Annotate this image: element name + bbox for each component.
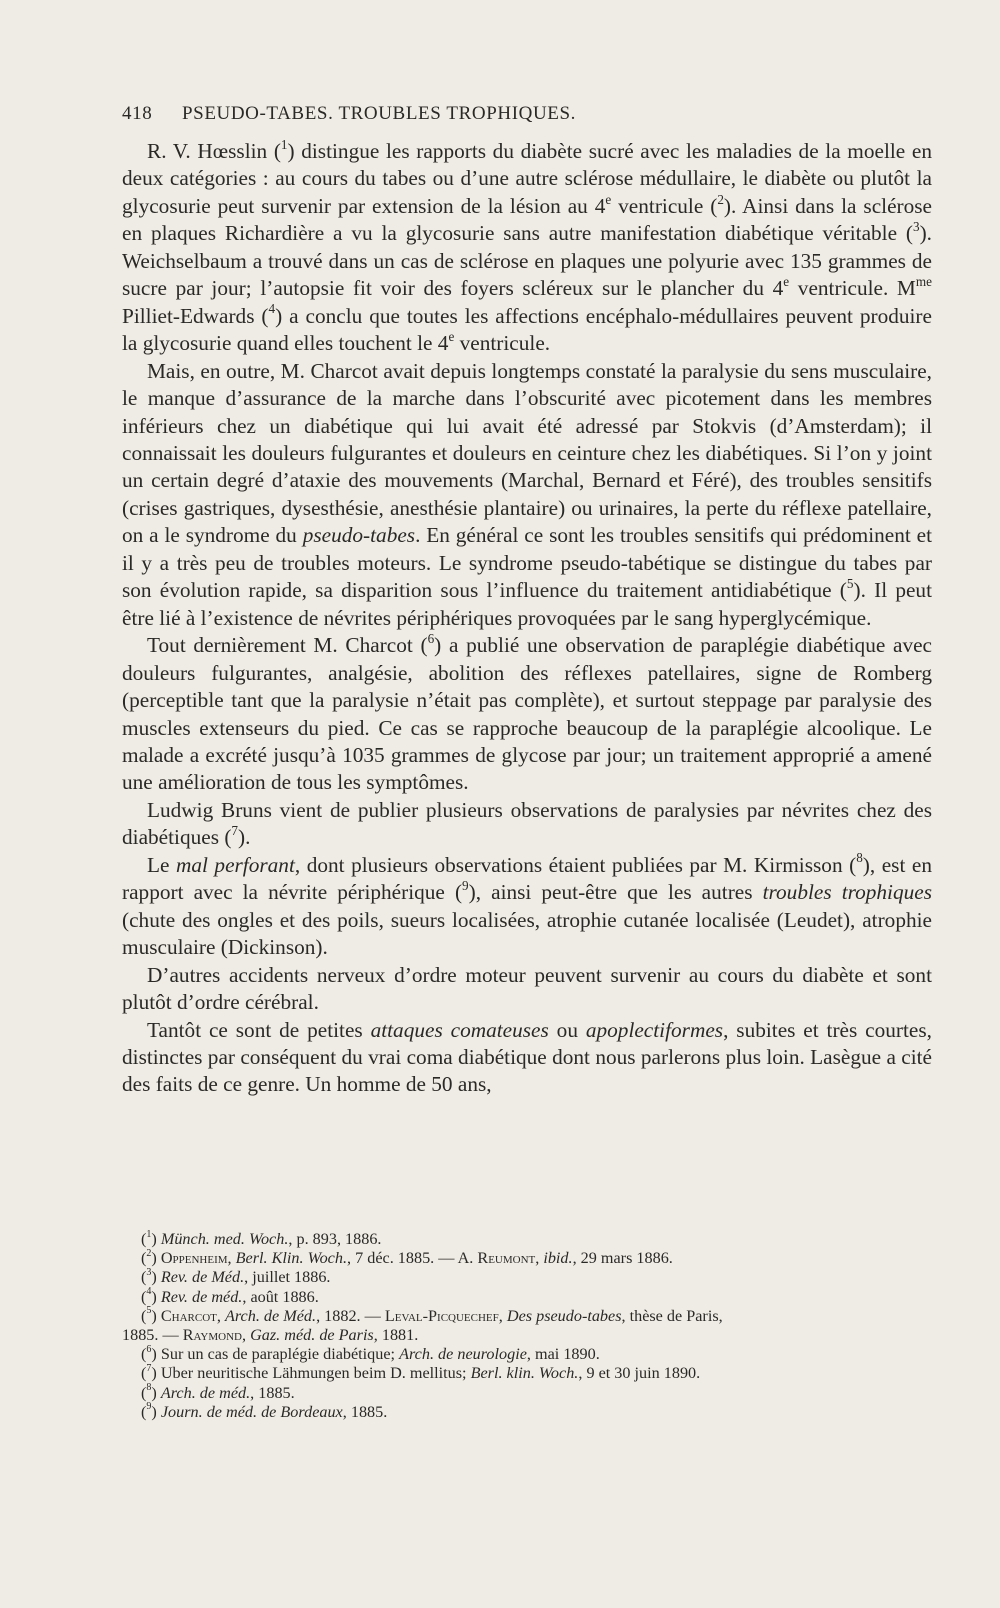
text-run: ) Sur un cas de paraplégie diabétique; xyxy=(151,1345,400,1364)
footnote-ref: 2 xyxy=(146,1247,152,1259)
text-run: , dont plusieurs observations étaient publiées par M. Kirmisson ( xyxy=(294,852,857,877)
text-run: ( xyxy=(141,1345,147,1364)
italic-text: Des pseudo-tabes xyxy=(506,1306,622,1325)
body-paragraph xyxy=(122,797,932,852)
text-run: ( xyxy=(141,1268,147,1287)
page-number: 418 xyxy=(122,103,153,124)
text-run: ). Ainsi dans la sclérose en plaques Richardière a vu la glycosurie sans autre manifestation diabétique véritable ( xyxy=(122,193,932,246)
footnote-ref: 6 xyxy=(146,1343,152,1355)
italic-text: Gaz. méd. de Paris xyxy=(250,1326,374,1345)
italic-text: troubles trophiques xyxy=(762,880,933,905)
text-run: , 1881. xyxy=(373,1326,419,1345)
text-run: , xyxy=(535,1249,544,1268)
italic-text: Münch. med. Woch. xyxy=(160,1230,289,1248)
text-run: ou xyxy=(548,1017,586,1042)
author-name: Raymond xyxy=(182,1326,242,1345)
text-run: ( xyxy=(141,1383,147,1402)
italic-text: Arch. de neurologie xyxy=(399,1345,527,1364)
text-run: ) a conclu que toutes les affections encéphalo-médullaires peuvent produire la glycosurie quand elles touchent le 4 xyxy=(122,303,932,356)
footnote xyxy=(122,1307,932,1326)
body-paragraph xyxy=(122,852,932,962)
text-run: ). Weichselbaum a trouvé dans un cas de sclérose en plaques une polyurie avec 135 grammes de sucre par jour; l’autopsie fit voir des foyers scléreux sur le plancher du 4 xyxy=(122,221,932,301)
body-paragraph xyxy=(122,138,932,358)
text-run: Pilliet-Edwards ( xyxy=(122,303,269,328)
footnote-ref: 5 xyxy=(146,1305,152,1317)
footnote-ref: e xyxy=(605,191,612,207)
footnote-ref: 8 xyxy=(856,850,863,866)
footnote-ref: e xyxy=(448,328,455,344)
footnote-ref: 4 xyxy=(146,1286,152,1298)
text-run: ), est en rapport avec la névrite périphérique ( xyxy=(122,852,932,905)
text-run: ) xyxy=(151,1383,161,1402)
text-run: ) Uber neuritische Lähmungen beim D. mellitus; xyxy=(151,1364,471,1383)
body-paragraph xyxy=(122,962,932,1017)
text-run: ventricule. M xyxy=(789,276,916,301)
text-run: R. V. Hœsslin ( xyxy=(147,139,281,163)
footnote-ref: 6 xyxy=(427,630,435,646)
footnote xyxy=(122,1345,932,1364)
italic-text: Berl. Klin. Woch. xyxy=(235,1249,347,1268)
text-run: ) xyxy=(151,1249,161,1268)
italic-text: Arch. de Méd. xyxy=(224,1306,317,1325)
footnote-ref: 8 xyxy=(146,1382,152,1394)
body-paragraph xyxy=(122,1017,932,1099)
footnote xyxy=(122,1364,932,1383)
footnote xyxy=(122,1230,932,1249)
footnote-ref: 3 xyxy=(146,1267,152,1279)
text-run: ( xyxy=(141,1306,147,1325)
running-title: PSEUDO-TABES. TROUBLES TROPHIQUES. xyxy=(182,103,576,124)
text-run: , subites et très courtes, distinctes par conséquent du vrai coma diabétique dont nous parlerons plus loin. Lasègue a cité des faits de ce genre. Un homme de 50 ans, xyxy=(122,1017,932,1097)
italic-text: attaques comateuses xyxy=(370,1017,549,1042)
text-run: Tantôt ce sont de petites xyxy=(147,1017,371,1042)
text-run: ventricule ( xyxy=(611,193,718,218)
text-run: Le xyxy=(147,852,176,877)
body-paragraph xyxy=(122,358,932,633)
text-run: ) distingue les rapports du diabète sucré avec les maladies de la moelle en deux catégories : au cours du tabes ou d’une autre sclérose médullaire, le diabète ou plutôt la glycosurie peut survenir par extension de la lésion au 4 xyxy=(122,139,932,218)
text-run: ( xyxy=(141,1287,147,1306)
footnote xyxy=(122,1403,932,1422)
text-run: ), ainsi peut-être que les autres xyxy=(468,880,763,905)
italic-text: Rev. de Méd. xyxy=(160,1268,245,1287)
text-run: , 1885. xyxy=(250,1383,295,1402)
body-paragraph xyxy=(122,632,932,797)
footnote-ref: me xyxy=(915,273,932,289)
text-run: , 9 et 30 juin 1890. xyxy=(578,1364,701,1383)
footnote-ref: 1 xyxy=(280,136,288,152)
text-run: , 1882. — xyxy=(316,1306,385,1325)
text-run: Tout dernièrement M. Charcot ( xyxy=(147,633,428,658)
body-text xyxy=(122,138,932,1099)
text-run: ) xyxy=(151,1230,161,1248)
text-run: , thèse de Paris, xyxy=(621,1306,723,1325)
footnote-ref: 4 xyxy=(268,301,276,317)
text-run: ) xyxy=(151,1402,161,1421)
italic-text: Arch. de méd. xyxy=(160,1383,251,1402)
footnote-ref: 3 xyxy=(912,218,920,234)
text-run: , xyxy=(216,1306,225,1325)
footnote-ref: 9 xyxy=(462,877,469,893)
footnote xyxy=(122,1326,932,1345)
footnote-ref: 7 xyxy=(231,822,239,838)
text-run: , 1885. xyxy=(342,1402,388,1421)
text-run: ) xyxy=(151,1287,161,1306)
text-run: ( xyxy=(141,1402,147,1421)
text-run: ) xyxy=(151,1268,161,1287)
italic-text: apoplectiformes xyxy=(585,1017,724,1042)
footnote-ref: 7 xyxy=(146,1363,152,1375)
footnote-ref: 9 xyxy=(146,1401,152,1413)
text-run: , mai 1890. xyxy=(526,1345,600,1364)
footnote xyxy=(122,1249,932,1268)
text-run: ( xyxy=(141,1230,147,1248)
text-run: , 29 mars 1886. xyxy=(572,1249,673,1268)
text-run: (chute des ongles et des poils, sueurs localisées, atrophie cutanée localisée (Leudet), atrophie musculaire (Dickinson). xyxy=(122,907,932,960)
text-run: ) a publié une observation de paraplégie diabétique avec douleurs fulgurantes, analgésie, abolition des réflexes patellaires, signe de Romberg (perceptible tant que la paralysie n’était pas complète), et surtout steppage par paralysie des muscles extenseurs du pied. Ce cas se rapproche beaucoup de la paraplégie alcoolique. Le malade a excrété jusqu’à 1035 grammes de glycose par jour; un traitement approprié a amené une amélioration de tous les symptômes. xyxy=(122,633,932,795)
text-run: , xyxy=(498,1306,507,1325)
footnote xyxy=(122,1384,932,1403)
text-run: , juillet 1886. xyxy=(244,1268,331,1287)
italic-text: mal perforant xyxy=(175,852,295,877)
footnotes xyxy=(122,1230,932,1422)
italic-text: Berl. klin. Woch. xyxy=(470,1364,579,1383)
text-run: , août 1886. xyxy=(242,1287,319,1306)
text-run: Ludwig Bruns vient de publier plusieurs observations de paralysies par névrites chez des diabétiques ( xyxy=(122,797,932,850)
author-name: Charcot xyxy=(160,1306,217,1325)
text-run: ). Il peut être lié à l’existence de névrites périphériques provoquées par le sang hyperglycémique. xyxy=(122,578,932,630)
footnote-ref: 5 xyxy=(846,575,854,591)
author-name: Reumont xyxy=(477,1249,536,1268)
footnote-ref: 1 xyxy=(146,1228,152,1240)
text-run: ( xyxy=(141,1249,147,1268)
text-run: ). xyxy=(238,825,251,850)
footnote-ref: e xyxy=(783,273,790,289)
text-run: ( xyxy=(141,1364,147,1383)
text-run: Mais, en outre, M. Charcot avait depuis longtemps constaté la paralysie du sens musculaire, le manque d’assurance de la marche dans l’obscurité avec picotement dans les membres inférieurs chez un diabétique qui lui avait été adressé par Stokvis (d’Amsterdam); il connaissait les douleurs fulgurantes et douleurs en ceinture chez les diabétiques. Si l’on y joint un certain degré d’ataxie des mouvements (Marchal, Bernard et Féré), des troubles sensitifs (crises gastriques, dysesthésie, anesthésie plantaire) ou urinaires, la perte du réflexe patellaire, on a le syndrome du xyxy=(122,358,932,548)
text-run: , p. 893, 1886. xyxy=(288,1230,382,1248)
text-run: ventricule. xyxy=(454,331,551,356)
footnote xyxy=(122,1288,932,1307)
italic-text: pseudo-tabes xyxy=(302,523,416,548)
author-name: Oppenheim xyxy=(160,1249,228,1268)
italic-text: ibid. xyxy=(543,1249,573,1268)
text-run: , xyxy=(227,1249,236,1268)
footnote xyxy=(122,1268,932,1287)
italic-text: Rev. de méd. xyxy=(160,1287,243,1306)
text-run: , 7 déc. 1885. — A. xyxy=(347,1249,478,1268)
text-run: , xyxy=(242,1326,251,1345)
footnote-ref: 2 xyxy=(717,191,724,207)
text-run: . En général ce sont les troubles sensitifs qui prédominent et il y a très peu de troubles moteurs. Le syndrome pseudo-tabétique se distingue du tabes par son évolution rapide, sa disparition sous l’influence du traitement antidiabétique ( xyxy=(122,523,933,603)
text-run: D’autres accidents nerveux d’ordre moteur peuvent survenir au cours du diabète et sont plutôt d’ordre cérébral. xyxy=(122,962,932,1015)
text-run: 1885. — xyxy=(122,1326,183,1345)
italic-text: Journ. de méd. de Bordeaux xyxy=(160,1402,343,1421)
text-run: ) xyxy=(151,1306,161,1325)
author-name: Leval-Picquechef xyxy=(384,1306,499,1325)
